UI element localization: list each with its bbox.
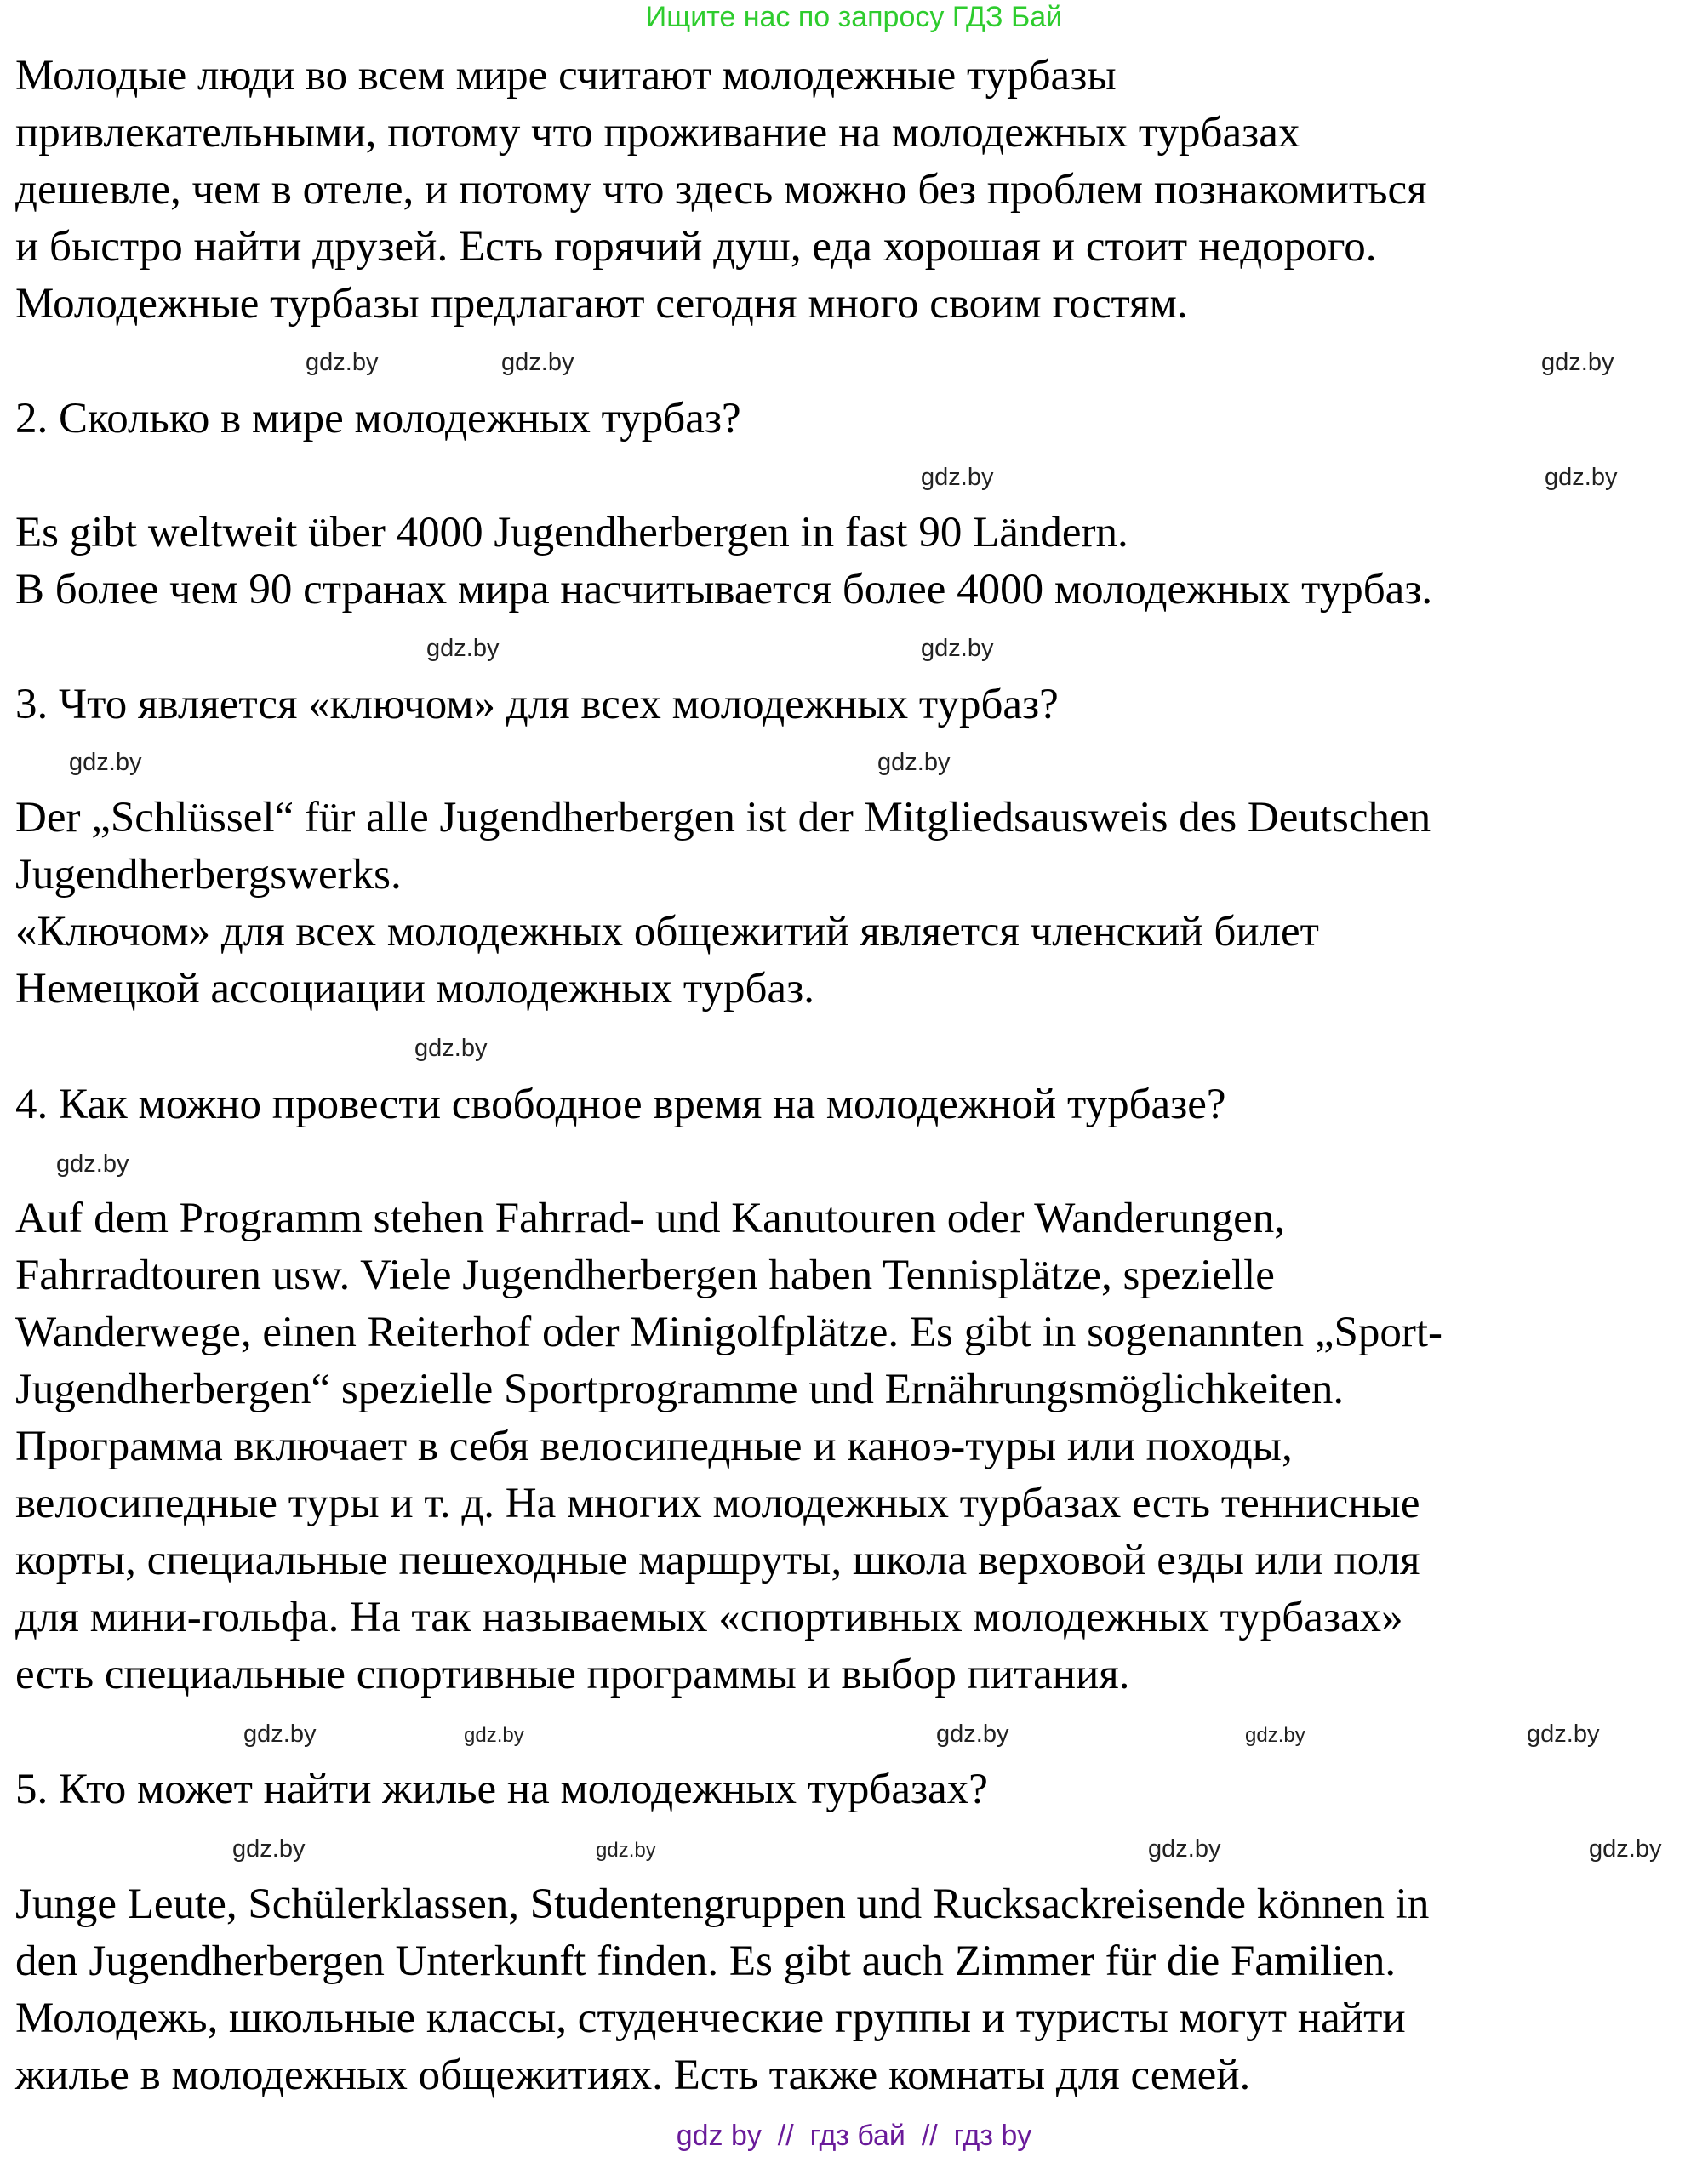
watermark: gdz.by <box>56 1150 129 1178</box>
text-line: для мини-гольфа. На так называемых «спортивных молодежных турбазах» <box>15 1594 1403 1641</box>
text-line: Молодые люди во всем мире считают молодежные турбазы <box>15 52 1117 100</box>
watermark: gdz.by <box>464 1724 524 1747</box>
header-banner: Ищите нас по запросу ГДЗ Бай <box>645 1 1063 33</box>
watermark: gdz.by <box>1545 464 1618 491</box>
text-line: Fahrradtouren usw. Viele Jugendherbergen haben Tennisplätze, spezielle <box>15 1252 1275 1299</box>
intro-paragraph <box>15 48 1427 333</box>
answer-5 <box>15 1876 1429 2104</box>
watermark: gdz.by <box>426 635 500 662</box>
watermark: gdz.by <box>243 1720 317 1748</box>
text-line: Es gibt weltweit über 4000 Jugendherbergen in fast 90 Ländern. <box>15 509 1128 556</box>
watermark: gdz.by <box>232 1835 306 1863</box>
watermark: gdz.by <box>69 749 142 776</box>
watermark: gdz.by <box>1589 1835 1662 1863</box>
text-line: велосипедные туры и т. д. На многих молодежных турбазах есть теннисные <box>15 1480 1420 1527</box>
text-line: Программа включает в себя велосипедные и каноэ-туры или походы, <box>15 1423 1293 1470</box>
text-line: Jugendherbergswerks. <box>15 851 402 899</box>
text-line: Jugendherbergen“ spezielle Sportprogramme und Ernährungsmöglichkeiten. <box>15 1366 1345 1413</box>
watermark: gdz.by <box>1527 1720 1600 1748</box>
text-line: В более чем 90 странах мира насчитывается более 4000 молодежных турбаз. <box>15 566 1433 613</box>
text-line: «Ключом» для всех молодежных общежитий является членский билет <box>15 908 1319 956</box>
question-5 <box>15 1761 988 1818</box>
text-line: 3. Что является «ключом» для всех молодежных турбаз? <box>15 681 1059 728</box>
text-line: Junge Leute, Schülerklassen, Studentengruppen und Rucksackreisende können in <box>15 1880 1430 1928</box>
watermark: gdz.by <box>501 349 574 376</box>
text-line: и быстро найти друзей. Есть горячий душ, еда хорошая и стоит недорого. <box>15 223 1377 271</box>
text-line: 4. Как можно провести свободное время на молодежной турбазе? <box>15 1081 1226 1128</box>
watermark: gdz.by <box>921 635 994 662</box>
text-line: привлекательными, потому что проживание на молодежных турбазах <box>15 109 1300 157</box>
answer-4 <box>15 1190 1442 1703</box>
text-line: 5. Кто может найти жилье на молодежных турбазах? <box>15 1766 988 1813</box>
question-4 <box>15 1076 1226 1133</box>
text-line: Молодежные турбазы предлагают сегодня много своим гостям. <box>15 280 1188 328</box>
watermark: gdz.by <box>936 1720 1009 1748</box>
question-3 <box>15 676 1059 733</box>
text-line: Молодежь, школьные классы, студенческие группы и туристы могут найти <box>15 1994 1406 2042</box>
text-line: Немецкой ассоциации молодежных турбаз. <box>15 965 814 1013</box>
watermark: gdz.by <box>877 749 951 776</box>
text-line: Auf dem Programm stehen Fahrrad- und Kanutouren oder Wanderungen, <box>15 1195 1285 1242</box>
watermark: gdz.by <box>921 464 994 491</box>
text-line: корты, специальные пешеходные маршруты, школа верховой езды или поля <box>15 1537 1420 1584</box>
text-line: есть специальные спортивные программы и выбор питания. <box>15 1651 1130 1698</box>
watermark: gdz.by <box>1245 1724 1305 1747</box>
watermark: gdz.by <box>414 1035 488 1062</box>
watermark: gdz.by <box>596 1839 656 1862</box>
watermark: gdz.by <box>306 349 379 376</box>
text-line: den Jugendherbergen Unterkunft finden. Es gibt auch Zimmer für die Familien. <box>15 1937 1397 1985</box>
answer-3 <box>15 790 1431 1018</box>
text-line: дешевле, чем в отеле, и потому что здесь можно без проблем познакомиться <box>15 166 1427 214</box>
text-line: жилье в молодежных общежитиях. Есть также комнаты для семей. <box>15 2051 1251 2099</box>
text-line: 2. Сколько в мире молодежных турбаз? <box>15 395 741 442</box>
question-2 <box>15 391 741 448</box>
watermark: gdz.by <box>1148 1835 1221 1863</box>
footer-links: gdz by // гдз бай // гдз by <box>676 2120 1032 2152</box>
answer-2 <box>15 505 1432 619</box>
text-line: Der „Schlüssel“ für alle Jugendherbergen ist der Mitgliedsausweis des Deutschen <box>15 794 1431 842</box>
text-line: Wanderwege, einen Reiterhof oder Minigolfplätze. Es gibt in sogenannten „Sport- <box>15 1309 1442 1356</box>
watermark: gdz.by <box>1541 349 1614 376</box>
